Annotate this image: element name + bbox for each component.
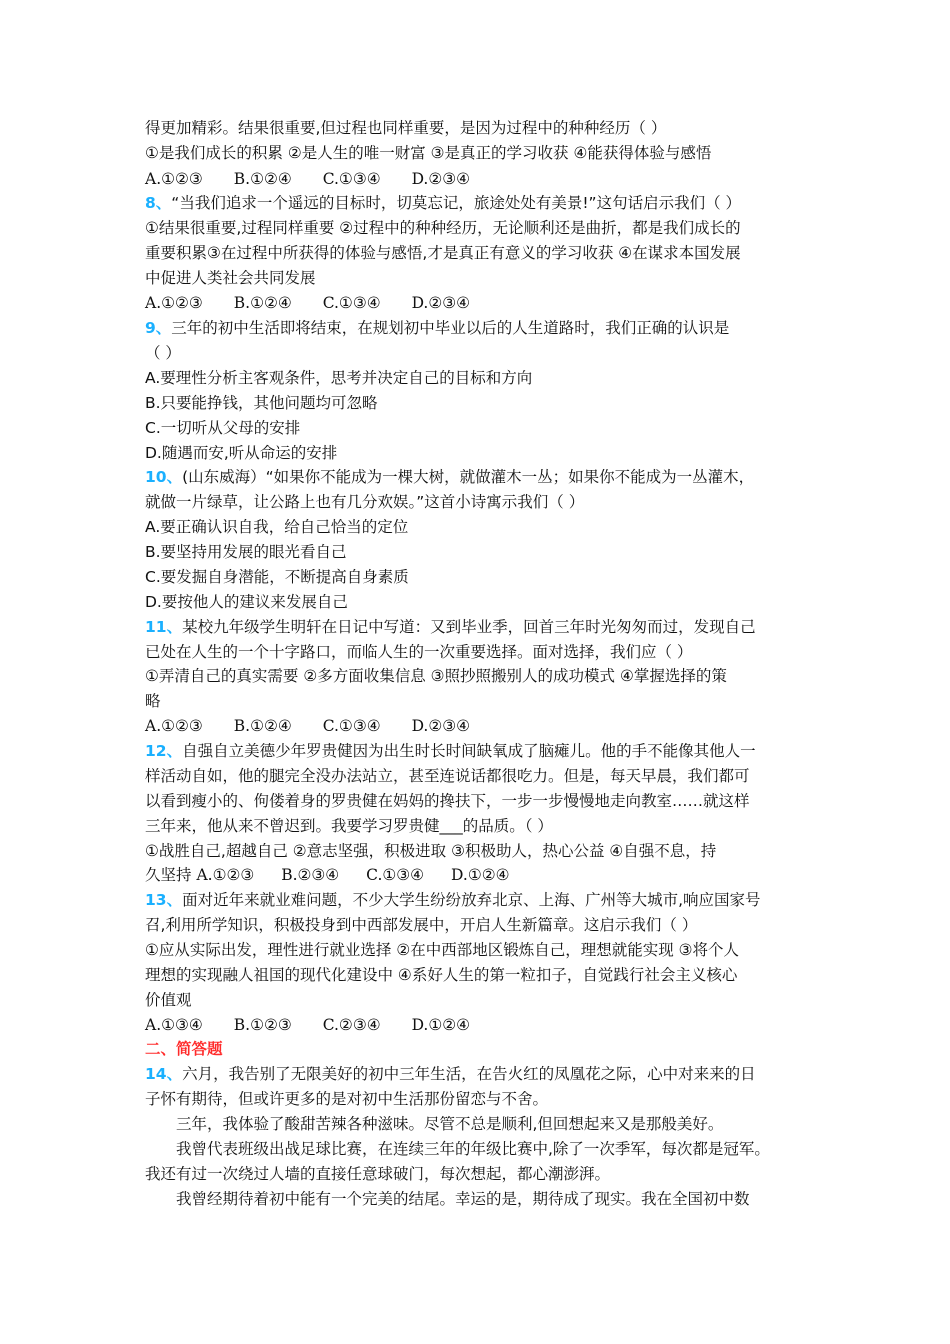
text-line: ①战胜自己,超越自己 ②意志坚强，积极进取 ③积极助人，热心公益 ④自强不息，持 [145, 842, 717, 860]
option-d: D.②③④ [411, 294, 471, 312]
section-heading: 二、简答题 [145, 1040, 223, 1058]
option-a: A.①③④ [145, 1016, 203, 1034]
text-line: ①应从实际出发，理性进行就业选择 ②在中西部地区锻炼自己，理想就能实现 ③将个人 [145, 941, 740, 959]
option-c: C.①③④ [322, 294, 381, 312]
paragraph-line: 三年，我体验了酸甜苦辣各种滋味。尽管不总是顺利,但回想起来又是那般美好。 [176, 1115, 724, 1133]
option-a: A.①②③ [145, 294, 203, 312]
text-line: 价值观 [145, 991, 192, 1009]
paragraph-line: 我曾代表班级出战足球比赛，在连续三年的年级比赛中,除了一次季军，每次都是冠军。 [176, 1140, 770, 1158]
text-line: 中促进人类社会共同发展 [145, 269, 316, 287]
text-line: 样活动自如，他的腿完全没办法站立，甚至连说话都很吃力。但是，每天早晨，我们都可 [145, 767, 750, 785]
question-text: 六月，我告别了无限美好的初中三年生活，在告火红的凤凰花之际，心中对来来的日 [182, 1065, 756, 1083]
option-b: B.①②④ [233, 294, 292, 312]
q8-stem [145, 192, 741, 214]
text-line: 就做一片绿草，让公路上也有几分欢娱。”这首小诗寓示我们（ ） [145, 493, 585, 511]
q13-stem [145, 889, 761, 911]
q11-stem [145, 616, 756, 638]
option-b: B.②③④ [281, 866, 340, 884]
paragraph-line: 我还有过一次绕过人墙的直接任意球破门，每次想起，都心潮澎湃。 [145, 1165, 611, 1183]
q9-stem [145, 317, 729, 339]
option-d: D.随遇而安,听从命运的安排 [145, 444, 338, 462]
q7-statements: ①是我们成长的积累 ②是人生的唯一财富 ③是真正的学习收获 ④能获得体验与感悟 [145, 144, 712, 162]
text-line: 略 [145, 692, 161, 710]
option-c: C.①③④ [322, 717, 381, 735]
option-a: A.①②③ [145, 717, 203, 735]
option-d: D.要按他人的建议来发展自己 [145, 593, 348, 611]
paragraph-line: 我曾经期待着初中能有一个完美的结尾。幸运的是，期待成了现实。我在全国初中数 [176, 1190, 750, 1208]
question-number: 9、 [145, 319, 172, 337]
question-text: “当我们追求一个遥远的目标时，切莫忘记，旅途处处有美景!”这句话启示我们（ ） [171, 194, 742, 212]
text-fragment: 久坚持 [145, 866, 192, 884]
question-text: 三年的初中生活即将结束，在规划初中毕业以后的人生道路时，我们正确的认识是 [171, 319, 730, 337]
option-b: B.要坚持用发展的眼光看自己 [145, 543, 347, 561]
option-b: B.①②④ [233, 717, 292, 735]
option-d: D.②③④ [411, 717, 471, 735]
question-number: 12、 [145, 742, 183, 760]
question-text: 自强自立美德少年罗贵健因为出生时长时间缺氧成了脑瘫儿。他的手不能像其他人一 [182, 742, 756, 760]
text-line: 子怀有期待，但或许更多的是对初中生活那份留恋与不舍。 [145, 1090, 549, 1108]
text-line: ①结果很重要,过程同样重要 ②过程中的种种经历，无论顺利还是曲折，都是我们成长的 [145, 219, 741, 237]
option-c: C.②③④ [322, 1016, 381, 1034]
option-c: C.一切听从父母的安排 [145, 419, 301, 437]
text-line: 得更加精彩。结果很重要,但过程也同样重要，是因为过程中的种种经历（ ） [145, 119, 667, 137]
q10-stem [145, 466, 754, 488]
q8-options [145, 292, 470, 314]
text-line: 以看到瘦小的、佝偻着身的罗贵健在妈妈的搀扶下，一步一步慢慢地走向教室……就这样 [145, 792, 750, 810]
option-a: A.①②③ [145, 170, 203, 188]
option-d: D.②③④ [411, 170, 471, 188]
option-a: A.要理性分析主客观条件，思考并决定自己的目标和方向 [145, 369, 533, 387]
question-number: 11、 [145, 618, 183, 636]
option-a: A.要正确认识自我，给自己恰当的定位 [145, 518, 409, 536]
q12-stem [145, 740, 756, 762]
option-d: D.①②④ [451, 866, 510, 884]
text-line: 理想的实现融人祖国的现代化建设中 ④系好人生的第一粒扣子，自觉践行社会主义核心 [145, 966, 738, 984]
text-line: （ ） [145, 344, 181, 362]
option-c: C.①③④ [322, 170, 381, 188]
option-b: B.①②③ [233, 1016, 292, 1034]
question-text: (山东威海）“如果你不能成为一棵大树，就做灌木一丛；如果你不能成为一丛灌木， [182, 468, 755, 486]
text-line: 重要积累③在过程中所获得的体验与感悟,才是真正有意义的学习收获 ④在谋求本国发展 [145, 244, 741, 262]
text-line: ①弄清自己的真实需要 ②多方面收集信息 ③照抄照搬别人的成功模式 ④掌握选择的策 [145, 667, 727, 685]
question-number: 13、 [145, 891, 183, 909]
question-number: 14、 [145, 1065, 183, 1083]
q13-options [145, 1014, 470, 1036]
text-line: 已处在人生的一个十字路口，而临人生的一次重要选择。面对选择，我们应（ ） [145, 643, 693, 661]
q12-options [145, 864, 510, 886]
question-text: 某校九年级学生明轩在日记中写道：又到毕业季，回首三年时光匆匆而过，发现自己 [182, 618, 756, 636]
option-b: B.①②④ [233, 170, 292, 188]
q7-options [145, 168, 470, 190]
text-line: 三年来，他从来不曾迟到。我要学习罗贵健___的品质。（ ） [145, 817, 553, 835]
option-b: B.只要能挣钱，其他问题均可忽略 [145, 394, 378, 412]
option-a: A.①②③ [196, 866, 255, 884]
question-number: 10、 [145, 468, 183, 486]
option-c: C.①③④ [366, 866, 425, 884]
option-d: D.①②④ [411, 1016, 471, 1034]
question-number: 8、 [145, 194, 172, 212]
q14-stem [145, 1063, 756, 1085]
option-c: C.要发掘自身潜能，不断提高自身素质 [145, 568, 409, 586]
text-line: 召,利用所学知识，积极投身到中西部发展中，开启人生新篇章。这启示我们（ ） [145, 916, 698, 934]
question-text: 面对近年来就业难问题，不少大学生纷纷放弃北京、上海、广州等大城市,响应国家号 [182, 891, 761, 909]
q11-options [145, 715, 470, 737]
